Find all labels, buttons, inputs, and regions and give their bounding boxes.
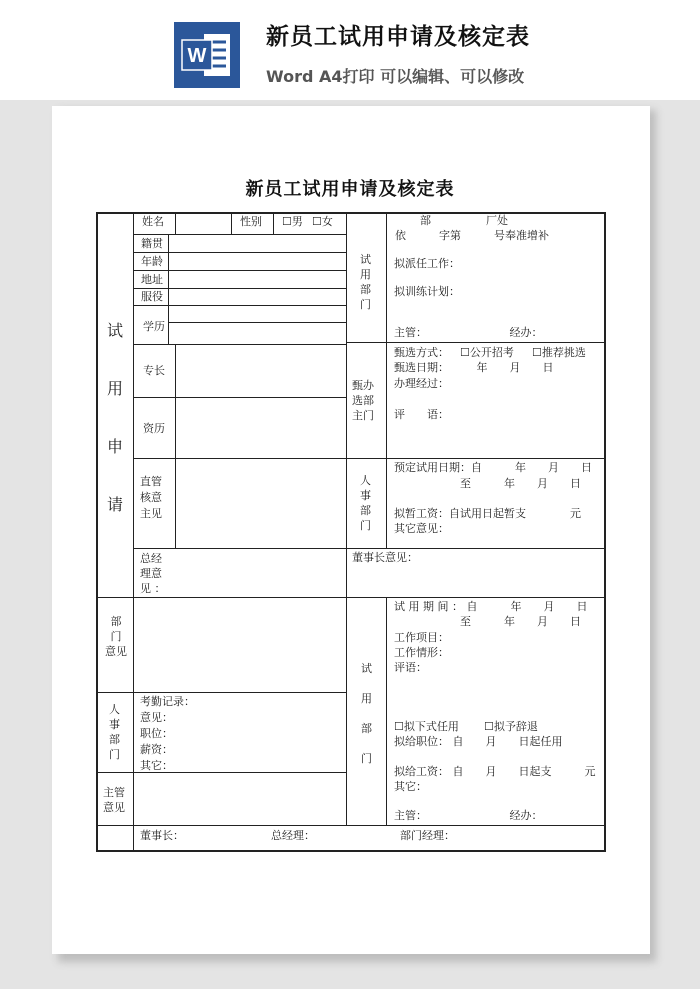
- trial-dept-line5: 主管： 经办：: [394, 326, 543, 339]
- work-status-label: 工作情形：: [394, 646, 449, 659]
- dept-opinion-label: 部 门 意见: [105, 615, 127, 658]
- native-label: 籍贯: [141, 237, 163, 250]
- banner-subtitle: Word A4打印 可以编辑、可以修改: [266, 67, 525, 86]
- banner-title: 新员工试用申请及核定表: [266, 24, 530, 50]
- attendance-label: 考勤记录：: [140, 695, 195, 708]
- male-checkbox[interactable]: ☐男: [282, 215, 303, 228]
- hr-trial-date-to: 至 年 月 日: [460, 477, 581, 490]
- footer-chairman: 董事长：: [140, 829, 184, 842]
- proposed-position: 拟给职位： 自 月 日起任用: [394, 735, 563, 748]
- specialty-label: 专长: [143, 364, 165, 377]
- chairman-opinion-label: 董事长意见：: [352, 551, 418, 564]
- trial-dept-label: 试 用 部 门: [360, 253, 371, 311]
- hr-opinion-label: 意见：: [140, 711, 173, 724]
- dismiss-checkbox[interactable]: ☐拟予辞退: [484, 720, 538, 733]
- hr-other-label: 其它：: [140, 759, 173, 772]
- evaluation-label: 评语：: [394, 661, 427, 674]
- gm-opinion-label: 总经 理意 见 ：: [140, 552, 166, 595]
- work-item-label: 工作项目：: [394, 631, 449, 644]
- age-label: 年龄: [141, 255, 163, 268]
- side-label-3: 申: [106, 437, 123, 456]
- hr-other-opinion: 其它意见：: [394, 522, 449, 535]
- address-label: 地址: [141, 273, 163, 286]
- hr-dept-label: 人 事 部 门: [360, 474, 371, 532]
- name-label: 姓名: [142, 215, 164, 228]
- lower-other-label: 其它：: [394, 780, 427, 793]
- education-label: 学历: [143, 320, 165, 333]
- proposed-salary: 拟给工资： 自 月 日起支 元: [394, 765, 596, 778]
- select-comment: 评 语：: [394, 408, 449, 421]
- top-banner: [0, 0, 700, 100]
- side-label-4: 请: [106, 495, 123, 514]
- side-label-2: 用: [106, 379, 123, 398]
- position-label: 职位：: [140, 727, 173, 740]
- experience-label: 资历: [143, 422, 165, 435]
- word-icon: [174, 22, 240, 88]
- formal-hire-checkbox[interactable]: ☐拟下式任用: [394, 720, 459, 733]
- open-recruit-checkbox[interactable]: ☐公开招考: [460, 346, 514, 359]
- word-icon-letter: W: [187, 45, 207, 67]
- salary-label: 薪资：: [140, 743, 173, 756]
- lower-trial-period-to: 至 年 月 日: [460, 615, 581, 628]
- select-method-label: 甄选方式：: [394, 346, 449, 359]
- lower-trial-label-4: 门: [361, 752, 372, 765]
- military-label: 服役: [141, 290, 163, 303]
- trial-dept-line3: 拟派任工作：: [394, 257, 460, 270]
- hr-temp-salary: 拟暂工资：自试用日起暂支 元: [394, 507, 581, 520]
- side-label-1: 试: [106, 321, 123, 340]
- select-process: 办理经过：: [394, 377, 449, 390]
- lower-trial-label-1: 试: [361, 662, 372, 675]
- hr-trial-date-from: 预定试用日期：自 年 月 日: [394, 461, 592, 474]
- select-dept-label: 甄办 选部 主门: [352, 379, 374, 422]
- supervisor-opinion-label: 直管 核意 主见: [140, 475, 162, 520]
- footer-gm: 总经理：: [271, 829, 315, 842]
- trial-dept-line2: 依 字第 号奉准增补: [395, 229, 549, 242]
- trial-dept-line1: 部 厂处: [420, 214, 508, 227]
- recommend-checkbox[interactable]: ☐推荐挑选: [532, 346, 586, 359]
- lower-trial-label-2: 用: [361, 692, 372, 705]
- trial-dept-line4: 拟训练计划：: [394, 285, 460, 298]
- document-title: 新员工试用申请及核定表: [245, 179, 455, 200]
- lower-trial-label-3: 部: [361, 722, 372, 735]
- lower-sign-line: 主管： 经办：: [394, 809, 543, 822]
- footer-dept-manager: 部门经理：: [400, 829, 455, 842]
- hr-lower-label: 人 事 部 门: [109, 703, 120, 761]
- select-date: 甄选日期： 年 月 日: [394, 361, 554, 374]
- lower-trial-period-from: 试 用 期 间 ： 自 年 月 日: [394, 600, 588, 613]
- manager-opinion-label: 主管 意见: [103, 786, 125, 814]
- gender-label: 性别: [240, 215, 262, 228]
- female-checkbox[interactable]: ☐女: [312, 215, 333, 228]
